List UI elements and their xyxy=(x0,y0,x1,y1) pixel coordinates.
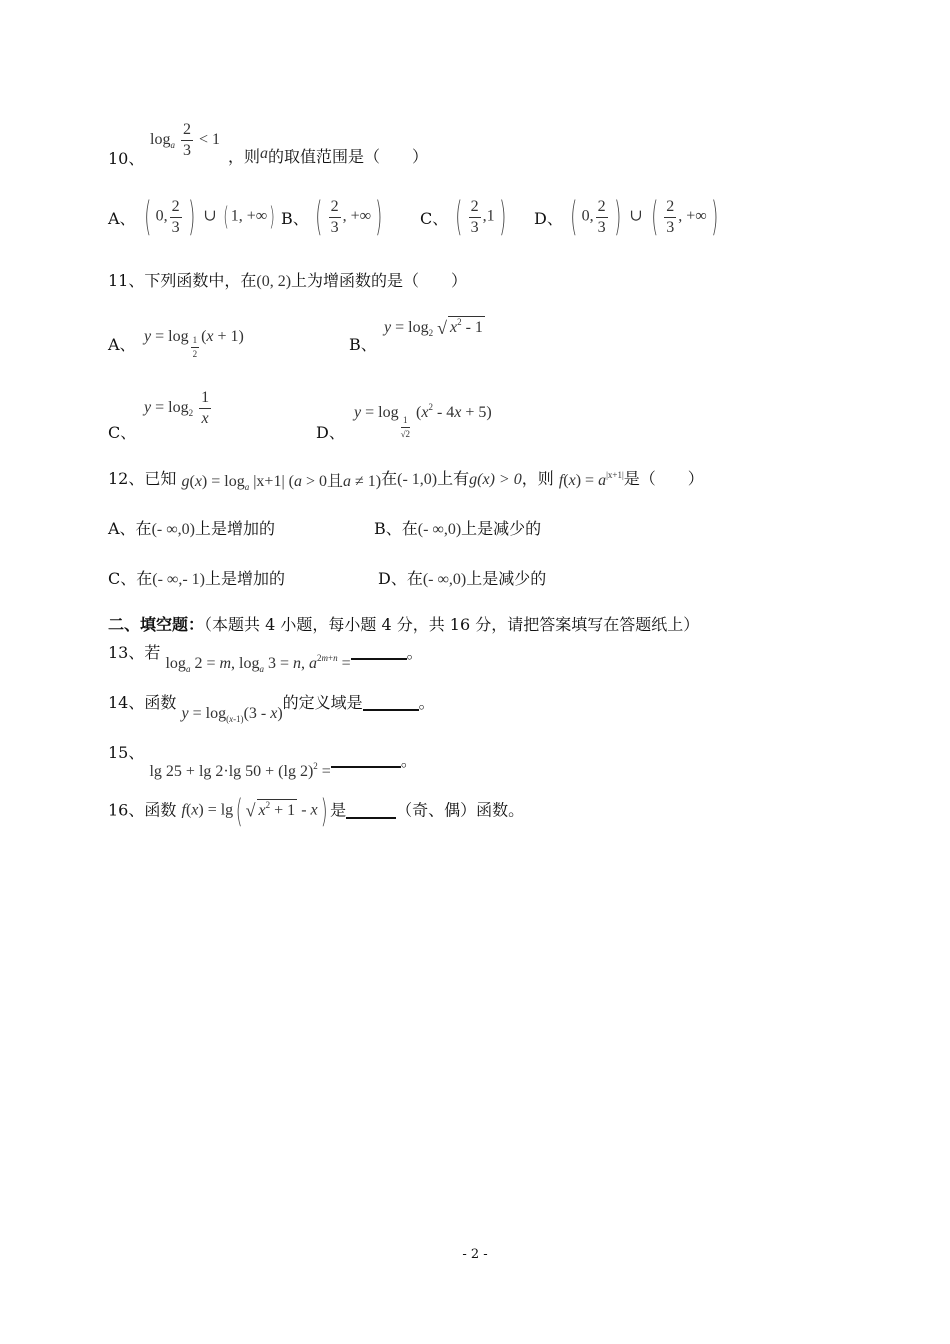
question-text-mid3: ，则 xyxy=(521,469,554,488)
formula-14: $y = \log_{(x-1)}(3 - x)$ xyxy=(181,705,283,724)
option-d-label[interactable]: D、 xyxy=(316,423,345,442)
formula-13: $\log_a 2 = m$, $\log_a 3 = n$, $a^{2m+n}$ = xyxy=(165,653,351,674)
question-number: 11、 xyxy=(108,271,145,290)
question-16 xyxy=(108,792,524,830)
question-12 xyxy=(108,466,704,492)
question-number: 13、 xyxy=(108,643,145,662)
formula-16: f(x) = lg( √ $x^2 + 1 - x$) xyxy=(181,792,328,830)
option-c-label[interactable]: C、 xyxy=(108,423,137,442)
option-d-formula[interactable]: y = log $\frac{1}{√2}$ $(x^2 - 4x + 5)$ xyxy=(354,402,492,439)
question-text-mid: 在 xyxy=(381,469,398,488)
answer-blank[interactable] xyxy=(331,766,401,768)
question-number: 10、 xyxy=(108,149,145,168)
section-description: （本题共 4 小题，每小题 4 分，共 16 分，请把答案填写在答题纸上） xyxy=(204,615,700,634)
question-text-tail2: （奇、偶）函数。 xyxy=(396,800,525,820)
answer-blank[interactable] xyxy=(346,817,396,819)
option-c[interactable]: C、在(- ∞,- 1)上是增加的 xyxy=(108,569,285,588)
question-15: 15、 lg 25 + lg 2·lg 50 + (lg 2)$^2$ =。 xyxy=(108,743,417,780)
option-b-formula[interactable]: ( $\frac{2}{3}$ , +∞ ) xyxy=(315,194,383,240)
question-number: 16、 xyxy=(108,800,145,820)
formula-log-condition: $\log_a$ $\frac{2}{3}$ < 1 xyxy=(150,121,220,159)
option-a-formula[interactable]: ( 0, $\frac{2}{3}$ ) ∪ ( 1, +∞) xyxy=(144,194,276,240)
question-number: 15、 xyxy=(108,743,145,762)
question-14: 14、函数 $y = \log_{(x-1)}(3 - x)$的定义域是 。 xyxy=(108,693,435,724)
option-d-label[interactable]: D、 xyxy=(534,209,563,228)
option-b-formula[interactable]: $y = \log_2$ √ $x^2 - 1$ xyxy=(384,317,483,338)
question-number: 12、 xyxy=(108,469,145,488)
interval: (0, 2) xyxy=(256,272,292,290)
interval: (- 1,0) xyxy=(397,470,438,488)
condition: g(x) > 0 xyxy=(469,470,522,488)
answer-blank[interactable] xyxy=(363,709,419,711)
question-13: 13、若 $\log_a 2 = m$, $\log_a 3 = n$, $a^{2m+n}$ =。 xyxy=(108,643,423,674)
option-b-label[interactable]: B、 xyxy=(281,209,309,228)
option-d-formula[interactable]: ( 0, $\frac{2}{3}$ ) ∪ ( $\frac{2}{3}$ , +∞ ) xyxy=(570,194,718,240)
formula-f: $f(x) = a^{|x+1|}$ xyxy=(558,469,624,489)
option-c-formula[interactable]: $y = \log_2$ $\frac{1}{x}$ xyxy=(144,389,210,427)
question-text: ，则a的取值范围是（ ） xyxy=(228,145,429,166)
question-text-mid2: 上有 xyxy=(437,469,470,488)
question-text-pre: 函数 xyxy=(144,800,177,820)
question-number: 14、 xyxy=(108,693,145,712)
option-a[interactable]: A、在(- ∞,0)上是增加的 xyxy=(108,519,275,538)
section-title: 二、填空题： xyxy=(108,615,205,634)
question-text-tail: 是（ ） xyxy=(623,469,704,488)
option-c-label[interactable]: C、 xyxy=(420,209,449,228)
question-text-pre: 下列函数中，在 xyxy=(144,271,257,290)
option-b[interactable]: B、在(- ∞,0)上是减少的 xyxy=(374,519,542,538)
page-number: - 2 - xyxy=(462,1247,488,1262)
option-b-label[interactable]: B、 xyxy=(349,335,377,354)
question-text-tail: 的定义域是 xyxy=(282,693,363,712)
formula-g: $g(x) = \log_a |x+1|$ (a > 0且a ≠ 1) xyxy=(181,472,382,492)
question-text-pre: 已知 xyxy=(144,469,177,488)
option-c-formula[interactable]: ( $\frac{2}{3}$ ,1 ) xyxy=(455,194,506,240)
question-text-pre: 若 xyxy=(144,643,161,662)
answer-blank[interactable] xyxy=(351,658,407,660)
option-a-formula[interactable]: y = log $\frac{1}{2}$ (x + 1) xyxy=(144,328,244,359)
section-fill-in xyxy=(108,612,699,635)
question-text-pre: 函数 xyxy=(144,693,177,712)
question-11 xyxy=(108,268,467,291)
question-text-tail: 上为增函数的是（ ） xyxy=(291,271,468,290)
option-d[interactable]: D、在(- ∞,0)上是减少的 xyxy=(378,569,547,588)
option-a-label[interactable]: A、 xyxy=(108,209,136,228)
option-a-label[interactable]: A、 xyxy=(108,335,136,354)
question-text-tail: 是 xyxy=(330,800,347,820)
formula-15: lg 25 + lg 2·lg 50 + (lg 2)$^2$ = xyxy=(149,761,331,780)
